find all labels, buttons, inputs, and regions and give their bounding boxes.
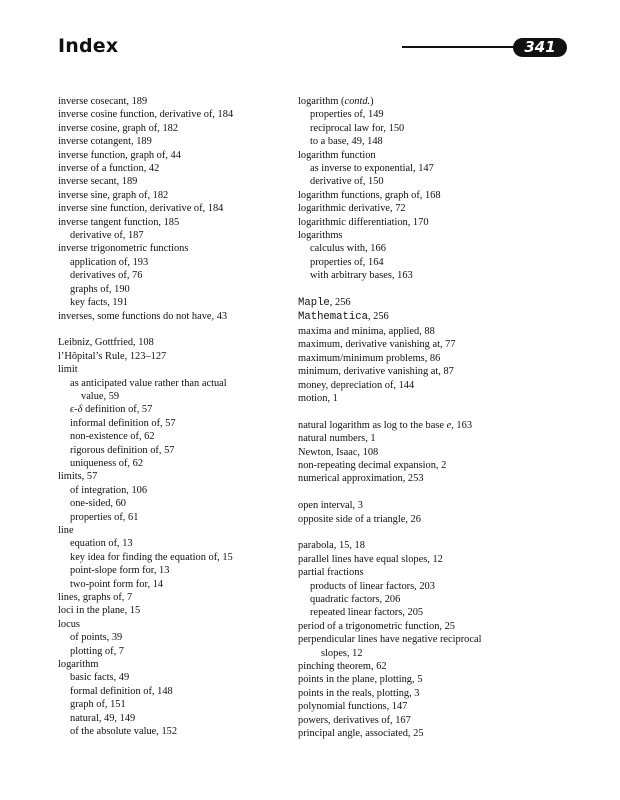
index-entry: inverse function, graph of, 44 [58,149,181,161]
index-subentry: properties of, 61 [70,511,139,523]
index-entry: logarithm functions, graph of, 168 [298,189,441,201]
index-entry: limits, 57 [58,471,98,483]
index-entry: logarithm [58,659,99,671]
index-subentry: formal definition of, 148 [70,685,173,697]
index-subentry: with arbitrary bases, 163 [310,270,413,282]
index-subentry: point-slope form for, 13 [70,565,170,577]
index-entry: numerical approximation, 253 [298,473,424,485]
index-subentry: uniqueness of, 62 [70,457,144,469]
index-subentry: basic facts, 49 [70,672,130,684]
index-entry: opposite side of a triangle, 26 [298,513,421,525]
index-entry: motion, 1 [298,392,338,404]
index-subentry: as anticipated value rather than actual [70,377,227,389]
section-gap [58,323,298,336]
index-entry: maximum/minimum problems, 86 [298,352,441,364]
index-entry: logarithmic differentiation, 170 [298,216,429,228]
index-entry: logarithmic derivative, 72 [298,203,406,215]
index-entry: inverse sine function, derivative of, 184 [58,203,224,215]
index-entry: inverse sine, graph of, 182 [58,189,169,201]
index-entry: Newton, Isaac, 108 [298,446,379,458]
index-column-right [298,95,538,740]
index-subentry: non-existence of, 62 [70,431,155,443]
index-subentry: derivatives of, 76 [70,270,143,282]
index-entry: inverse cotangent, 189 [58,136,152,148]
index-subentry: of points, 39 [70,632,123,644]
index-entry: parabola, 15, 18 [298,540,365,552]
index-entry: inverse of a function, 42 [58,163,160,175]
section-gap [298,283,538,296]
index-entry: natural logarithm as log to the base e, 163 [298,419,473,431]
index-entry: perpendicular lines have negative reciprocal [298,634,482,646]
index-entry: lines, graphs of, 7 [58,592,133,604]
index-entry: polynomial functions, 147 [298,701,408,713]
index-entry: parallel lines have equal slopes, 12 [298,553,443,565]
index-subentry: of the absolute value, 152 [70,726,178,738]
index-subentry: products of linear factors, 203 [310,580,435,592]
index-entry: money, depreciation of, 144 [298,379,415,391]
index-entry: minimum, derivative vanishing at, 87 [298,366,454,378]
index-entry: inverse tangent function, 185 [58,216,180,228]
index-subentry: key facts, 191 [70,297,128,309]
index-subentry: slopes, 12 [321,647,363,659]
index-entry: inverse secant, 189 [58,176,138,188]
index-subentry: quadratic factors, 206 [310,593,401,605]
index-subentry: informal definition of, 57 [70,417,176,429]
index-entry: partial fractions [298,567,364,579]
index-entry: inverses, some functions do not have, 43 [58,310,228,322]
index-entry: inverse cosine function, derivative of, 184 [58,109,234,121]
index-entry: powers, derivatives of, 167 [298,714,411,726]
index-entry: loci in the plane, 15 [58,605,141,617]
index-entry: maximum, derivative vanishing at, 77 [298,339,456,351]
index-entry: Maple, 256 [298,297,351,310]
section-gap [298,486,538,499]
page-title: Index [58,35,119,57]
index-subentry: one-sided, 60 [70,498,126,510]
index-entry: open interval, 3 [298,500,363,512]
index-entry: limit [58,364,78,376]
index-entry: locus [58,618,80,630]
index-subentry: derivative of, 187 [70,230,144,242]
index-subentry: properties of, 149 [310,109,384,121]
index-entry: l’Hôpital’s Rule, 123–127 [58,350,167,362]
index-entry: Mathematica, 256 [298,311,389,324]
index-entry: logarithm function [298,149,376,161]
index-column-left [58,95,298,738]
index-entry: inverse cosine, graph of, 182 [58,122,179,134]
index-subentry: equation of, 13 [70,538,133,550]
section-gap [298,526,538,539]
index-subentry: graph of, 151 [70,699,126,711]
index-entry: maxima and minima, applied, 88 [298,325,435,337]
index-subentry: value, 59 [81,390,120,402]
index-entry: line [58,524,74,536]
index-subentry: properties of, 164 [310,256,384,268]
index-subentry: application of, 193 [70,256,149,268]
index-entry: logarithms [298,230,343,242]
index-subentry: to a base, 49, 148 [310,136,383,148]
index-entry: inverse cosecant, 189 [58,96,148,107]
index-subentry: calculus with, 166 [310,243,386,255]
index-entry: inverse trigonometric functions [58,243,189,255]
index-subentry: derivative of, 150 [310,176,384,188]
index-subentry: graphs of, 190 [70,283,130,295]
index-entry: Leibniz, Gottfried, 108 [58,337,154,349]
index-subentry: plotting of, 7 [70,645,124,657]
page-number-badge: 341 [513,38,567,57]
index-subentry: ϵ-δ definition of, 57 [70,404,153,416]
index-entry: pinching theorem, 62 [298,661,387,672]
header-rule [402,46,522,48]
section-gap [298,405,538,418]
index-subentry: two-point form for, 14 [70,578,164,590]
index-subentry: reciprocal law for, 150 [310,122,405,134]
index-subentry: rigorous definition of, 57 [70,444,175,456]
index-subentry: natural, 49, 149 [70,712,136,724]
index-entry: non-repeating decimal expansion, 2 [298,459,447,471]
index-entry: points in the reals, plotting, 3 [298,687,420,699]
index-entry: principal angle, associated, 25 [298,728,424,740]
index-entry: period of a trigonometric function, 25 [298,620,455,632]
index-entry: points in the plane, plotting, 5 [298,674,423,686]
index-subentry: of integration, 106 [70,484,148,496]
index-subentry: as inverse to exponential, 147 [310,163,434,175]
index-entry: natural numbers, 1 [298,433,376,445]
index-entry: logarithm (contd.) [298,96,374,107]
index-subentry: key idea for finding the equation of, 15 [70,551,233,563]
index-subentry: repeated linear factors, 205 [310,607,424,619]
